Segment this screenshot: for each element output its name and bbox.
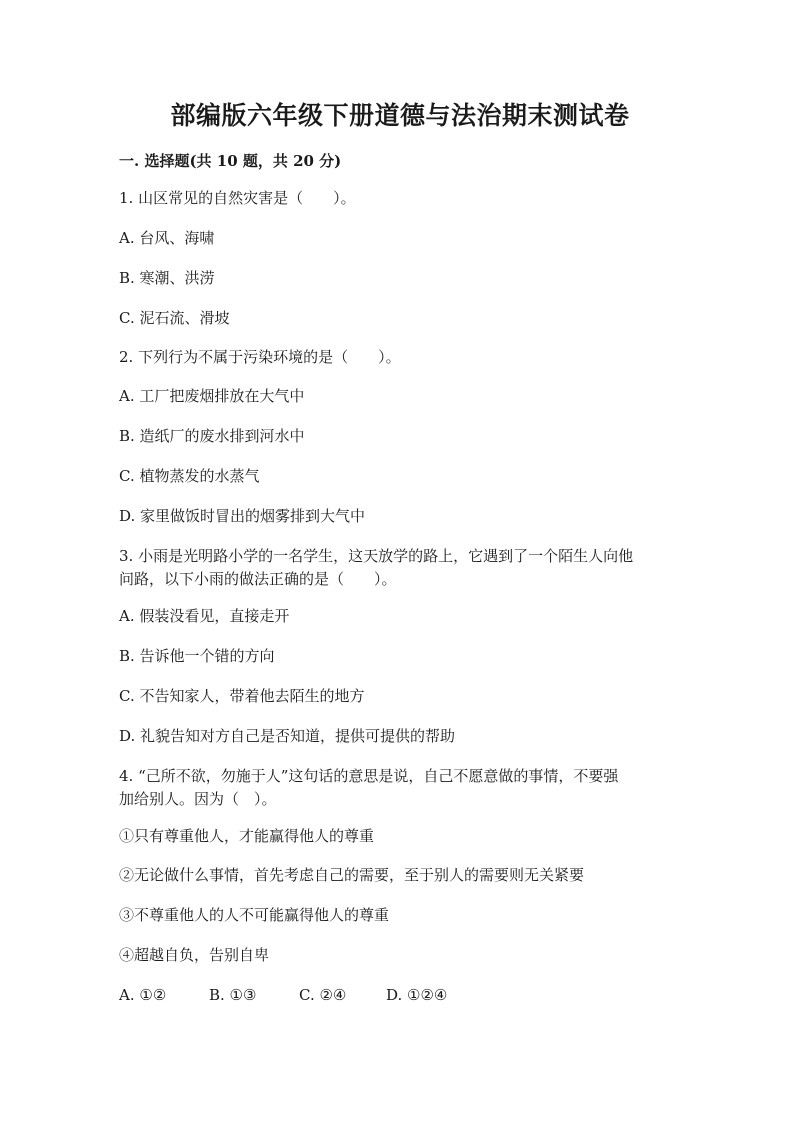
q2-stem: 2. 下列行为不属于污染环境的是（ ）。 — [119, 348, 401, 366]
q4-stem-line2: 加给别人。因为（ ）。 — [119, 790, 277, 808]
q3-option-c: C. 不告知家人，带着他去陌生的地方 — [119, 687, 365, 705]
q3-stem-line2: 问路，以下小雨的做法正确的是（ ）。 — [119, 570, 397, 588]
q4-statement-3: ③不尊重他人的人不可能赢得他人的尊重 — [119, 906, 390, 924]
q4-option-b: B. ①③ — [209, 986, 257, 1004]
q2-option-c: C. 植物蒸发的水蒸气 — [119, 467, 260, 485]
q4-stem-line1: 4. “己所不欲，勿施于人”这句话的意思是说，自己不愿意做的事情，不要强 — [119, 767, 619, 785]
page-title: 部编版六年级下册道德与法治期末测试卷 — [170, 101, 630, 130]
q4-option-d: D. ①②④ — [386, 986, 448, 1004]
q1-option-a: A. 台风、海啸 — [119, 229, 215, 247]
q3-option-d: D. 礼貌告知对方自己是否知道，提供可提供的帮助 — [119, 727, 456, 745]
q4-options-row — [119, 984, 447, 1006]
q4-option-c: C. ②④ — [299, 986, 347, 1004]
q3-stem-line1: 3. 小雨是光明路小学的一名学生，这天放学的路上，它遇到了一个陌生人向他 — [119, 547, 634, 565]
q2-option-b: B. 造纸厂的废水排到河水中 — [119, 427, 305, 445]
section-heading: 一. 选择题(共 10 题，共 20 分) — [119, 152, 342, 170]
q1-stem: 1. 山区常见的自然灾害是（ ）。 — [119, 189, 356, 207]
q3-option-a: A. 假装没看见，直接走开 — [119, 607, 290, 625]
q2-option-a: A. 工厂把废烟排放在大气中 — [119, 387, 305, 405]
q4-statement-1: ①只有尊重他人，才能赢得他人的尊重 — [119, 827, 375, 845]
q3-option-b: B. 告诉他一个错的方向 — [119, 647, 275, 665]
q1-option-c: C. 泥石流、滑坡 — [119, 309, 230, 327]
q4-statement-2: ②无论做什么事情，首先考虑自己的需要，至于别人的需要则无关紧要 — [119, 866, 585, 884]
q2-option-d: D. 家里做饭时冒出的烟雾排到大气中 — [119, 507, 366, 525]
q4-statement-4: ④超越自负，告别自卑 — [119, 946, 270, 964]
q4-option-a: A. ①② — [119, 986, 167, 1004]
q1-option-b: B. 寒潮、洪涝 — [119, 269, 215, 287]
